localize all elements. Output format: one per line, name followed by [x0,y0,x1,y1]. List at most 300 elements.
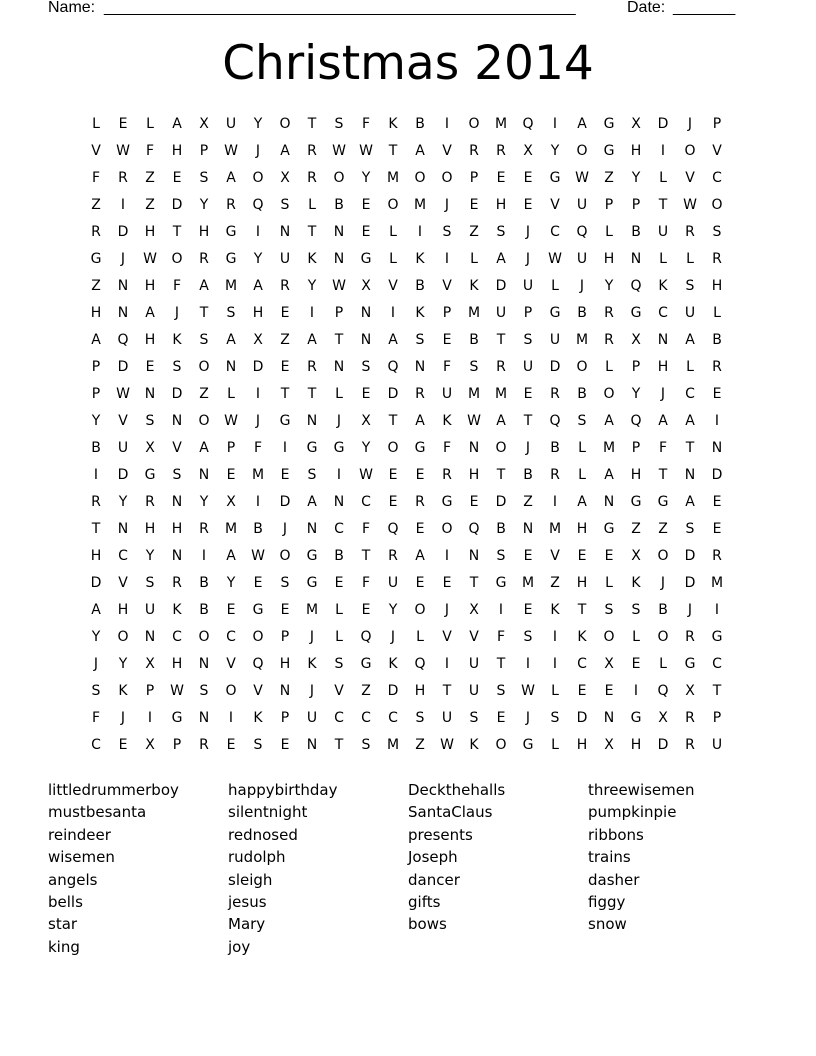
grid-cell[interactable]: S [280,575,290,591]
grid-cell[interactable]: W [521,683,535,699]
grid-cell[interactable]: Q [468,521,480,537]
grid-cell[interactable]: L [551,278,559,294]
grid-cell[interactable]: Q [576,224,588,240]
grid-cell[interactable]: J [525,251,531,267]
grid-cell[interactable]: D [171,197,183,213]
grid-cell[interactable]: N [333,251,345,267]
grid-cell[interactable]: I [147,710,153,726]
grid-cell[interactable]: P [442,305,452,321]
grid-cell[interactable]: X [523,143,533,159]
grid-cell[interactable]: A [226,332,236,348]
grid-cell[interactable]: R [118,170,128,186]
grid-cell[interactable]: G [684,656,696,672]
grid-cell[interactable]: R [496,143,506,159]
grid-cell[interactable]: E [496,710,506,726]
grid-cell[interactable]: B [415,116,425,132]
grid-cell[interactable]: M [386,170,400,186]
grid-cell[interactable]: A [415,143,425,159]
grid-cell[interactable]: L [605,224,613,240]
grid-cell[interactable]: N [360,305,372,321]
grid-cell[interactable]: R [307,170,317,186]
grid-cell[interactable]: O [684,143,696,159]
grid-cell[interactable]: R [415,494,425,510]
grid-cell[interactable]: C [577,656,587,672]
grid-cell[interactable]: S [442,224,452,240]
grid-cell[interactable]: A [496,251,506,267]
grid-cell[interactable]: Y [226,575,236,591]
grid-cell[interactable]: W [170,683,184,699]
grid-cell[interactable]: W [548,251,562,267]
grid-cell[interactable]: Q [387,521,399,537]
grid-cell[interactable]: J [444,602,450,618]
grid-cell[interactable]: Z [91,197,101,213]
grid-cell[interactable]: M [224,278,238,294]
grid-cell[interactable]: Y [631,386,641,402]
grid-cell[interactable]: V [118,413,128,429]
grid-cell[interactable]: E [496,170,506,186]
grid-cell[interactable]: B [658,602,668,618]
grid-cell[interactable]: I [444,251,450,267]
grid-cell[interactable]: I [228,710,234,726]
grid-cell[interactable]: H [90,305,102,321]
grid-cell[interactable]: M [494,116,508,132]
grid-cell[interactable]: M [251,467,265,483]
grid-cell[interactable]: B [469,332,479,348]
grid-cell[interactable]: Z [91,278,101,294]
grid-cell[interactable]: R [388,548,398,564]
grid-cell[interactable]: Z [199,386,209,402]
grid-cell[interactable]: K [172,602,182,618]
grid-cell[interactable]: J [525,440,531,456]
grid-cell[interactable]: C [334,710,344,726]
grid-cell[interactable]: T [91,521,101,537]
grid-cell[interactable]: R [712,548,722,564]
grid-cell[interactable]: N [333,494,345,510]
grid-cell[interactable]: C [658,305,668,321]
grid-cell[interactable]: N [630,251,642,267]
grid-cell[interactable]: Y [145,548,155,564]
grid-cell[interactable]: U [522,278,534,294]
grid-cell[interactable]: R [685,710,695,726]
grid-cell[interactable]: H [576,737,588,753]
grid-cell[interactable]: A [685,494,695,510]
grid-cell[interactable]: H [468,467,480,483]
grid-cell[interactable]: S [199,683,209,699]
grid-cell[interactable]: E [226,467,236,483]
grid-cell[interactable]: M [224,521,238,537]
grid-cell[interactable]: E [118,737,128,753]
grid-cell[interactable]: S [307,467,317,483]
grid-cell[interactable]: I [255,494,261,510]
grid-cell[interactable]: E [631,656,641,672]
grid-cell[interactable]: N [279,683,291,699]
grid-cell[interactable]: A [172,116,182,132]
grid-cell[interactable]: G [630,494,642,510]
grid-cell[interactable]: L [470,251,478,267]
grid-cell[interactable]: V [334,683,344,699]
grid-cell[interactable]: N [117,305,129,321]
grid-cell[interactable]: H [495,197,507,213]
grid-cell[interactable]: F [658,440,668,456]
grid-cell[interactable]: P [172,737,182,753]
grid-cell[interactable]: L [227,386,235,402]
grid-cell[interactable]: S [145,413,155,429]
grid-cell[interactable]: J [309,683,315,699]
grid-cell[interactable]: M [521,575,535,591]
grid-cell[interactable]: B [415,278,425,294]
grid-cell[interactable]: W [575,170,589,186]
grid-cell[interactable]: X [145,440,155,456]
grid-cell[interactable]: F [496,629,506,645]
grid-cell[interactable]: O [387,197,399,213]
grid-cell[interactable]: K [415,251,425,267]
grid-cell[interactable]: L [713,305,721,321]
grid-cell[interactable]: W [332,143,346,159]
grid-cell[interactable]: A [685,413,695,429]
grid-cell[interactable]: W [359,467,373,483]
grid-cell[interactable]: U [225,116,237,132]
grid-cell[interactable]: J [579,278,585,294]
grid-cell[interactable]: X [631,548,641,564]
grid-cell[interactable]: F [253,440,263,456]
grid-cell[interactable]: T [307,224,317,240]
grid-cell[interactable]: Z [469,224,479,240]
grid-cell[interactable]: C [712,656,722,672]
grid-cell[interactable]: X [145,656,155,672]
grid-cell[interactable]: T [172,224,182,240]
grid-cell[interactable]: A [307,332,317,348]
grid-cell[interactable]: G [144,467,156,483]
grid-cell[interactable]: L [389,224,397,240]
grid-cell[interactable]: G [603,116,615,132]
grid-cell[interactable]: N [711,440,723,456]
grid-cell[interactable]: P [631,359,641,375]
grid-cell[interactable]: B [253,521,263,537]
grid-cell[interactable]: X [280,170,290,186]
grid-cell[interactable]: D [657,737,669,753]
grid-cell[interactable]: I [525,656,531,672]
grid-cell[interactable]: Y [199,494,209,510]
grid-cell[interactable]: N [603,494,615,510]
grid-cell[interactable]: I [120,197,126,213]
grid-cell[interactable]: B [334,197,344,213]
grid-cell[interactable]: S [145,575,155,591]
grid-cell[interactable]: O [603,629,615,645]
grid-cell[interactable]: Z [145,170,155,186]
grid-cell[interactable]: S [496,224,506,240]
grid-cell[interactable]: E [172,170,182,186]
grid-cell[interactable]: Q [252,656,264,672]
grid-cell[interactable]: P [334,305,344,321]
grid-cell[interactable]: T [685,440,695,456]
grid-cell[interactable]: K [658,278,668,294]
grid-cell[interactable]: X [658,710,668,726]
grid-cell[interactable]: Y [388,602,398,618]
grid-cell[interactable]: N [171,548,183,564]
grid-cell[interactable]: O [279,548,291,564]
grid-cell[interactable]: T [199,305,209,321]
grid-cell[interactable]: Y [361,170,371,186]
grid-cell[interactable]: M [467,386,481,402]
grid-cell[interactable]: B [199,602,209,618]
grid-cell[interactable]: E [415,521,425,537]
grid-cell[interactable]: H [414,683,426,699]
grid-cell[interactable]: J [390,629,396,645]
grid-cell[interactable]: E [523,602,533,618]
grid-cell[interactable]: W [224,413,238,429]
grid-cell[interactable]: L [578,440,586,456]
grid-cell[interactable]: Z [604,170,614,186]
grid-cell[interactable]: E [361,386,371,402]
grid-cell[interactable]: O [252,629,264,645]
grid-cell[interactable]: B [631,224,641,240]
grid-cell[interactable]: G [630,305,642,321]
grid-cell[interactable]: C [550,224,560,240]
grid-cell[interactable]: L [659,251,667,267]
grid-cell[interactable]: D [549,359,561,375]
grid-cell[interactable]: Q [522,116,534,132]
grid-cell[interactable]: H [576,521,588,537]
grid-cell[interactable]: N [306,737,318,753]
grid-cell[interactable]: U [576,197,588,213]
grid-cell[interactable]: P [145,683,155,699]
grid-cell[interactable]: K [442,413,452,429]
grid-cell[interactable]: E [334,575,344,591]
grid-cell[interactable]: A [388,332,398,348]
grid-cell[interactable]: K [172,332,182,348]
grid-cell[interactable]: E [280,305,290,321]
grid-cell[interactable]: V [685,170,695,186]
grid-cell[interactable]: I [255,386,261,402]
grid-cell[interactable]: N [684,467,696,483]
grid-cell[interactable]: V [388,278,398,294]
grid-cell[interactable]: G [171,710,183,726]
grid-cell[interactable]: T [577,602,587,618]
grid-cell[interactable]: R [604,332,614,348]
grid-cell[interactable]: R [199,251,209,267]
grid-cell[interactable]: O [603,386,615,402]
grid-cell[interactable]: C [172,629,182,645]
grid-cell[interactable]: L [146,116,154,132]
grid-cell[interactable]: P [91,386,101,402]
grid-cell[interactable]: R [172,575,182,591]
grid-cell[interactable]: I [282,440,288,456]
grid-cell[interactable]: I [390,305,396,321]
grid-cell[interactable]: X [631,116,641,132]
grid-cell[interactable]: W [332,278,346,294]
grid-cell[interactable]: E [280,737,290,753]
grid-cell[interactable]: R [226,197,236,213]
grid-cell[interactable]: T [496,656,506,672]
grid-cell[interactable]: D [90,575,102,591]
grid-cell[interactable]: R [307,143,317,159]
grid-cell[interactable]: W [683,197,697,213]
grid-cell[interactable]: F [145,143,155,159]
grid-cell[interactable]: J [660,575,666,591]
grid-cell[interactable]: A [199,278,209,294]
grid-cell[interactable]: Y [631,170,641,186]
grid-cell[interactable]: L [335,602,343,618]
grid-cell[interactable]: K [388,116,398,132]
grid-cell[interactable]: Q [252,197,264,213]
grid-cell[interactable]: D [387,386,399,402]
grid-cell[interactable]: D [684,575,696,591]
grid-cell[interactable]: H [198,224,210,240]
grid-cell[interactable]: H [279,656,291,672]
grid-cell[interactable]: R [604,305,614,321]
grid-cell[interactable]: T [307,386,317,402]
grid-cell[interactable]: Z [658,521,668,537]
grid-cell[interactable]: D [117,467,129,483]
grid-cell[interactable]: I [93,467,99,483]
grid-cell[interactable]: N [117,278,129,294]
grid-cell[interactable]: T [523,413,533,429]
grid-cell[interactable]: G [441,494,453,510]
grid-cell[interactable]: N [468,440,480,456]
grid-cell[interactable]: A [91,332,101,348]
grid-cell[interactable]: N [279,224,291,240]
grid-cell[interactable]: B [334,548,344,564]
grid-cell[interactable]: I [498,602,504,618]
grid-cell[interactable]: A [253,278,263,294]
grid-cell[interactable]: W [116,143,130,159]
grid-cell[interactable]: I [444,548,450,564]
grid-cell[interactable]: R [442,467,452,483]
grid-cell[interactable]: G [360,251,372,267]
grid-cell[interactable]: J [525,710,531,726]
grid-cell[interactable]: T [496,332,506,348]
grid-cell[interactable]: P [712,116,722,132]
grid-cell[interactable]: E [388,494,398,510]
grid-cell[interactable]: L [335,629,343,645]
grid-cell[interactable]: K [307,251,317,267]
grid-cell[interactable]: D [117,224,129,240]
grid-cell[interactable]: Y [118,494,128,510]
grid-cell[interactable]: S [415,710,425,726]
grid-cell[interactable]: O [657,548,669,564]
grid-cell[interactable]: A [226,170,236,186]
grid-cell[interactable]: Y [91,629,101,645]
grid-cell[interactable]: I [714,413,720,429]
grid-cell[interactable]: A [415,548,425,564]
grid-cell[interactable]: S [604,602,614,618]
grid-cell[interactable]: I [660,143,666,159]
grid-cell[interactable]: U [468,683,480,699]
grid-cell[interactable]: F [91,170,101,186]
grid-cell[interactable]: D [171,386,183,402]
grid-cell[interactable]: O [414,170,426,186]
grid-cell[interactable]: X [199,116,209,132]
grid-cell[interactable]: T [712,683,722,699]
grid-cell[interactable]: R [91,494,101,510]
grid-cell[interactable]: G [414,440,426,456]
grid-cell[interactable]: V [253,683,263,699]
grid-cell[interactable]: X [604,737,614,753]
grid-cell[interactable]: G [279,413,291,429]
grid-cell[interactable]: C [334,521,344,537]
grid-cell[interactable]: L [389,251,397,267]
grid-cell[interactable]: Z [415,737,425,753]
grid-cell[interactable]: A [226,548,236,564]
grid-cell[interactable]: E [604,548,614,564]
grid-cell[interactable]: E [415,575,425,591]
grid-cell[interactable]: S [550,710,560,726]
grid-cell[interactable]: O [252,170,264,186]
grid-cell[interactable]: X [685,683,695,699]
grid-cell[interactable]: O [198,413,210,429]
grid-cell[interactable]: E [442,332,452,348]
grid-cell[interactable]: E [523,170,533,186]
grid-cell[interactable]: U [711,737,723,753]
grid-cell[interactable]: R [199,737,209,753]
grid-cell[interactable]: H [144,278,156,294]
grid-cell[interactable]: M [710,575,724,591]
grid-cell[interactable]: U [684,305,696,321]
grid-cell[interactable]: X [469,602,479,618]
grid-cell[interactable]: G [306,440,318,456]
grid-cell[interactable]: J [336,413,342,429]
grid-cell[interactable]: U [522,359,534,375]
grid-cell[interactable]: S [523,629,533,645]
grid-cell[interactable]: T [307,116,317,132]
grid-cell[interactable]: A [199,440,209,456]
grid-cell[interactable]: R [307,359,317,375]
grid-cell[interactable]: S [334,656,344,672]
grid-cell[interactable]: U [279,251,291,267]
grid-cell[interactable]: S [415,332,425,348]
grid-cell[interactable]: P [280,710,290,726]
grid-cell[interactable]: E [361,224,371,240]
grid-cell[interactable]: E [361,602,371,618]
grid-cell[interactable]: N [333,359,345,375]
grid-cell[interactable]: H [252,305,264,321]
grid-cell[interactable]: O [198,359,210,375]
grid-cell[interactable]: G [225,251,237,267]
grid-cell[interactable]: G [630,710,642,726]
grid-cell[interactable]: H [171,521,183,537]
grid-cell[interactable]: N [306,413,318,429]
grid-cell[interactable]: P [199,143,209,159]
grid-cell[interactable]: M [413,197,427,213]
grid-cell[interactable]: H [144,332,156,348]
grid-cell[interactable]: H [171,143,183,159]
grid-cell[interactable]: I [552,656,558,672]
grid-cell[interactable]: Z [550,575,560,591]
grid-cell[interactable]: U [441,710,453,726]
grid-cell[interactable]: W [224,143,238,159]
grid-cell[interactable]: K [118,683,128,699]
grid-cell[interactable]: O [279,116,291,132]
grid-cell[interactable]: F [172,278,182,294]
grid-cell[interactable]: B [577,305,587,321]
grid-cell[interactable]: H [90,548,102,564]
grid-cell[interactable]: A [91,602,101,618]
grid-cell[interactable]: K [550,602,560,618]
grid-cell[interactable]: D [279,494,291,510]
grid-cell[interactable]: C [712,170,722,186]
grid-cell[interactable]: G [603,143,615,159]
grid-cell[interactable]: V [172,440,182,456]
grid-cell[interactable]: E [145,359,155,375]
grid-cell[interactable]: P [523,305,533,321]
grid-cell[interactable]: T [280,386,290,402]
grid-cell[interactable]: Q [630,413,642,429]
grid-cell[interactable]: Y [91,413,101,429]
grid-cell[interactable]: E [469,494,479,510]
grid-cell[interactable]: T [334,737,344,753]
grid-cell[interactable]: K [253,710,263,726]
grid-cell[interactable]: H [117,602,129,618]
